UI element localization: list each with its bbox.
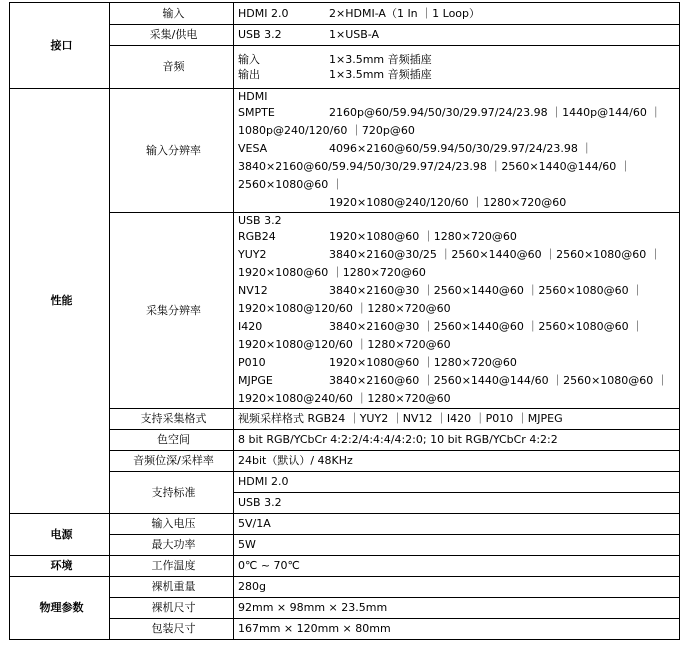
list-item: 1920×1080@60 ｜1280×720@60 [238, 266, 426, 279]
value-voltage: 5V/1A [234, 514, 680, 535]
rgb24-value: 1920×1080@60 ｜1280×720@60 [329, 230, 517, 243]
label-capture-resolution: 采集分辨率 [110, 213, 234, 409]
table-row [10, 409, 680, 430]
table-row [10, 535, 680, 556]
standard-hdmi: HDMI 2.0 [234, 472, 679, 493]
table-row [10, 25, 680, 46]
standard-usb: USB 3.2 [238, 496, 282, 509]
mjpge-key: MJPGE [238, 374, 273, 387]
i420-value: 3840×2160@30 ｜2560×1440@60 ｜2560×1080@60 ｜ [329, 320, 644, 333]
yuy2-value: 3840×2160@30/25 ｜2560×1440@60 ｜2560×1080@60 ｜ [329, 248, 661, 261]
table-row [10, 430, 680, 451]
list-item: 1920×1080@240/60 ｜1280×720@60 [238, 392, 451, 405]
label-audio: 音频 [110, 46, 234, 89]
value-capture-power [234, 25, 680, 46]
table-row [10, 598, 680, 619]
list-item [238, 104, 679, 122]
category-power: 电源 [10, 514, 110, 556]
table-row [10, 3, 680, 25]
smpte-value: 2160p@60/59.94/50/30/29.97/24/23.98 ｜1440p@144/60 ｜ [329, 106, 662, 119]
audio-in-value: 1×3.5mm 音频插座 [329, 53, 432, 66]
label-capture-formats: 支持采集格式 [110, 409, 234, 430]
table-row [10, 89, 680, 213]
label-input-resolution: 输入分辨率 [110, 89, 234, 213]
nv12-key: NV12 [238, 284, 268, 297]
list-item [238, 228, 679, 246]
list-item [238, 246, 679, 264]
p010-key: P010 [238, 356, 266, 369]
list-item [238, 318, 679, 336]
table-row [10, 213, 680, 409]
usb-port: 1×USB-A [329, 28, 380, 41]
label-size: 裸机尺寸 [110, 598, 234, 619]
label-weight: 裸机重量 [110, 577, 234, 598]
value-size: 92mm × 98mm × 23.5mm [234, 598, 680, 619]
vesa-key: VESA [238, 142, 268, 155]
category-performance: 性能 [10, 89, 110, 514]
table-row [10, 472, 680, 514]
list-item: 2560×1080@60 ｜ [238, 178, 343, 191]
smpte-key: SMPTE [238, 106, 275, 119]
yuy2-key: YUY2 [238, 248, 267, 261]
list-item: 1920×1080@120/60 ｜1280×720@60 [238, 302, 451, 315]
value-audio-depth: 24bit（默认）/ 48KHz [234, 451, 680, 472]
mjpge-value: 3840×2160@60 ｜2560×1440@144/60 ｜2560×1080@60 ｜ [329, 374, 668, 387]
label-voltage: 输入电压 [110, 514, 234, 535]
table-row [10, 514, 680, 535]
spec-table [9, 2, 680, 640]
value-weight: 280g [234, 577, 680, 598]
table-row [10, 451, 680, 472]
value-audio [234, 46, 680, 89]
label-input: 输入 [110, 3, 234, 25]
value-max-power: 5W [234, 535, 680, 556]
key-hdmi: HDMI 2.0 [238, 6, 289, 20]
nv12-value: 3840×2160@30 ｜2560×1440@60 ｜2560×1080@60 ｜ [329, 284, 644, 297]
label-max-power: 最大功率 [110, 535, 234, 556]
list-item: 3840×2160@60/59.94/50/30/29.97/24/23.98 ｜2560×1440@144/60 ｜ [238, 160, 631, 173]
table-row [10, 556, 680, 577]
category-physical: 物理参数 [10, 577, 110, 640]
p010-value: 1920×1080@60 ｜1280×720@60 [329, 356, 517, 369]
list-item: 1920×1080@240/120/60 ｜1280×720@60 [329, 196, 567, 209]
audio-in-key: 输入 [238, 53, 260, 66]
value-capture-formats: 视频采样格式 RGB24 ｜YUY2 ｜NV12 ｜I420 ｜P010 ｜MJPEG [234, 409, 680, 430]
label-package: 包装尺寸 [110, 619, 234, 640]
vesa-value: 4096×2160@60/59.94/50/30/29.97/24/23.98 ｜ [329, 142, 593, 155]
audio-out-key: 输出 [238, 68, 260, 81]
label-standards: 支持标准 [110, 472, 234, 514]
value-standards [234, 472, 680, 514]
label-color-space: 色空间 [110, 430, 234, 451]
list-item: USB 3.2 [238, 214, 282, 227]
list-item: 1920×1080@120/60 ｜1280×720@60 [238, 338, 451, 351]
value-color-space: 8 bit RGB/YCbCr 4:2:2/4:4:4/4:2:0; 10 bit RGB/YCbCr 4:2:2 [234, 430, 680, 451]
table-row [10, 619, 680, 640]
value-capture-resolution [234, 213, 680, 409]
list-item [238, 282, 679, 300]
list-item [238, 354, 679, 372]
i420-key: I420 [238, 320, 263, 333]
value-package: 167mm × 120mm × 80mm [234, 619, 680, 640]
label-capture-power: 采集/供电 [110, 25, 234, 46]
key-usb: USB 3.2 [238, 28, 282, 41]
label-temperature: 工作温度 [110, 556, 234, 577]
list-item: HDMI [238, 90, 268, 103]
list-item [238, 140, 679, 158]
audio-out-value: 1×3.5mm 音频插座 [329, 68, 432, 81]
value-temperature: 0℃ ~ 70℃ [234, 556, 680, 577]
list-item [238, 372, 679, 390]
value-input-resolution [234, 89, 680, 213]
list-item: 1080p@240/120/60 ｜720p@60 [238, 124, 415, 137]
rgb24-key: RGB24 [238, 230, 276, 243]
category-interface: 接口 [10, 3, 110, 89]
category-environment: 环境 [10, 556, 110, 577]
hdmi-ports: 2×HDMI-A（1 In ｜1 Loop） [329, 6, 481, 20]
value-input [234, 3, 680, 25]
label-audio-depth: 音频位深/采样率 [110, 451, 234, 472]
table-row [10, 577, 680, 598]
table-row [10, 46, 680, 89]
